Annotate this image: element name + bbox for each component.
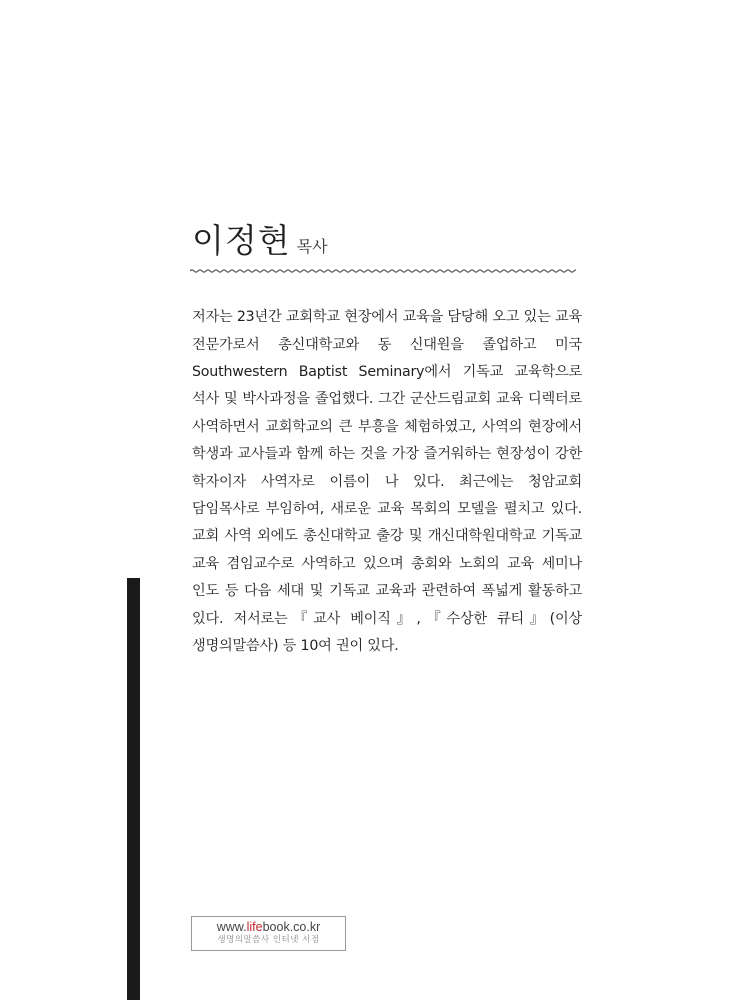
wavy-divider [190,265,576,277]
author-title: 목사 [296,237,328,256]
author-heading [192,215,328,262]
publisher-subtitle: 생명의말씀사 인터넷 서점 [217,935,320,945]
left-black-bar [127,578,140,1000]
author-bio: 저자는 23년간 교회학교 현장에서 교육을 담당해 오고 있는 교육 전문가로서 총신대학교와 동 신대원을 졸업하고 미국 Southwestern Baptist Seminary에서 기독교 교육학으로 석사 및 박사과정을 졸업했다. 그간 군산드림교회 교육 디렉터로 사역하면서 교회학교의 큰 부흥을 체험하였고, 사역의 현장에서 학생과 교사들과 함께 하는 것을 가장 즐거워하는 현장성이 강한 학자이자 사역자로 이름이 나 있다. 최근에는 청암교회 담임목사로 부임하여, 새로운 교육 목회의 모델을 펼치고 있다. 교회 사역 외에도 총신대학교 출강 및 개신대학원대학교 기독교 교육 겸임교수로 사역하고 있으며 총회와 노회의 교육 세미나 인도 등 다음 세대 및 기독교 교육과 관련하여 폭넓게 활동하고 있다. 저서로는『교사 베이직』,『수상한 큐티』(이상 생명의말씀사) 등 10여 권이 있다. [192,309,582,655]
url-suffix: book.co.kr [262,920,321,934]
url-prefix: www. [216,920,247,934]
url-highlight: life [246,920,263,934]
publisher-url [192,920,345,934]
author-name: 이정현 [192,221,291,260]
publisher-stamp [191,916,346,951]
